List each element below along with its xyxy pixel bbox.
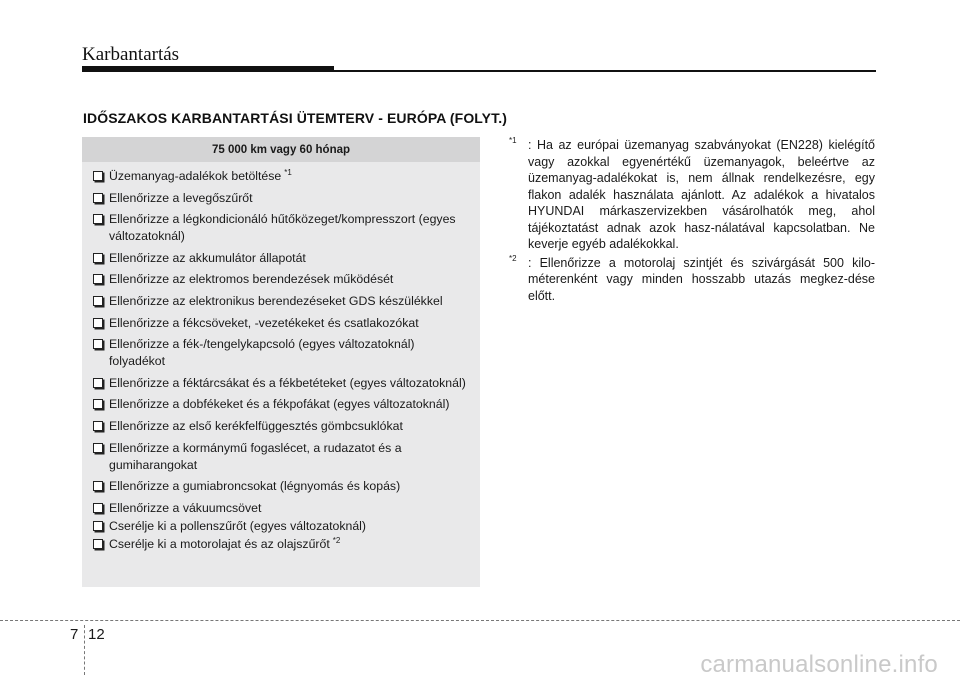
footnote-mark-label: *1 [509, 136, 517, 145]
list-item [93, 315, 473, 332]
footer-vertical-divider [84, 625, 85, 675]
list-item-text: Ellenőrizze a kormánymű fogaslécet, a rudazatot és a gumiharangokat [109, 440, 402, 472]
checkbox-icon [93, 339, 103, 349]
checkbox-icon [93, 296, 103, 306]
list-item [93, 418, 473, 435]
list-item-text: Ellenőrizze a légkondicionáló hűtőközeget/kompresszort (egyes változatoknál) [109, 212, 456, 244]
footnote [509, 137, 875, 253]
checkbox-icon [93, 481, 103, 491]
header-rule-thick [82, 66, 334, 72]
footnote-mark-label: *2 [509, 253, 517, 263]
list-item [93, 478, 473, 495]
footnote-marker: *1 [284, 168, 292, 177]
checkbox-icon [93, 421, 103, 431]
list-item-text: Ellenőrizze a vákuumcsövet [109, 500, 262, 515]
section-title: IDŐSZAKOS KARBANTARTÁSI ÜTEMTERV - EURÓPA (FOLYT.) [83, 110, 507, 126]
checkbox-icon [93, 378, 103, 388]
list-item-text: Ellenőrizze az első kerékfelfüggesztés gömbcsuklókat [109, 418, 403, 433]
list-item-text: Cserélje ki a pollenszűrőt (egyes változatoknál) [109, 518, 366, 533]
table-heading: 75 000 km vagy 60 hónap [82, 137, 480, 162]
footnote-mark [509, 137, 517, 154]
chapter-title: Karbantartás [82, 44, 180, 65]
list-item [93, 336, 473, 370]
footnote-marker: *2 [332, 535, 341, 545]
list-item-text: Ellenőrizze a levegőszűrőt [109, 190, 253, 205]
list-item-text: Ellenőrizze az elektromos berendezések működését [109, 272, 394, 287]
footnote [509, 255, 875, 305]
footnote-mark [509, 255, 517, 272]
footnotes [509, 137, 875, 306]
list-item-text: Ellenőrizze a fék-/tengelykapcsoló (egyes változatoknál) folyadékot [109, 337, 415, 369]
list-item [93, 536, 473, 553]
header-rule-thin [334, 70, 876, 72]
list-item [93, 211, 473, 245]
list-item-text: Ellenőrizze a féktárcsákat és a fékbetéteket (egyes változatoknál) [109, 375, 466, 390]
footnote-text: : Ellenőrizze a motorolaj szintjét és szivárgását 500 kilo-méterenként vagy minden hosszabb utazás megkez-dése előtt. [528, 255, 875, 303]
page-number: 12 [88, 626, 105, 643]
list-item [93, 500, 473, 517]
checkbox-icon [93, 214, 103, 224]
list-item [93, 396, 473, 413]
page-chapter-number: 7 [70, 626, 79, 643]
list-item [93, 190, 473, 207]
list-item-text: Ellenőrizze a fékcsöveket, -vezetékeket és csatlakozókat [109, 315, 419, 330]
watermark-text: carmanualsonline.info [700, 651, 938, 678]
list-item-text: Ellenőrizze a gumiabroncsokat (légnyomás és kopás) [109, 479, 401, 494]
checkbox-icon [93, 443, 103, 453]
checkbox-icon [93, 521, 103, 531]
list-item-text: Ellenőrizze az akkumulátor állapotát [109, 250, 306, 265]
list-item [93, 518, 473, 535]
list-item-text: Ellenőrizze az elektronikus berendezéseket GDS készülékkel [109, 293, 443, 308]
checkbox-icon [93, 253, 103, 263]
list-item [93, 250, 473, 267]
checkbox-icon [93, 171, 103, 181]
maintenance-table [82, 137, 480, 587]
list-item [93, 168, 473, 185]
checkbox-icon [93, 399, 103, 409]
checkbox-icon [93, 318, 103, 328]
footer-divider [0, 620, 960, 621]
checklist [93, 168, 473, 554]
list-item [93, 440, 473, 474]
list-item [93, 271, 473, 288]
checkbox-icon [93, 193, 103, 203]
list-item [93, 293, 473, 310]
list-item-text: Ellenőrizze a dobfékeket és a fékpofákat (egyes változatoknál) [109, 397, 450, 412]
list-item [93, 375, 473, 392]
checkbox-icon [93, 539, 103, 549]
list-item-text: Cserélje ki a motorolajat és az olajszűrőt [109, 536, 330, 551]
checkbox-icon [93, 274, 103, 284]
checkbox-icon [93, 503, 103, 513]
list-item-text: Üzemanyag-adalékok betöltése [109, 169, 282, 183]
footnote-text: : Ha az európai üzemanyag szabványokat (EN228) kielégítő vagy azokkal egyenértékű üzemanyagok, beleértve az üzemanyag-adalékokat is, nem állnak rendelkezésre, egy flakon adalék használata ajánlott. Az adalékok a hivatalos HYUNDAI márkaszervizekben vásárolhatók meg, ahol tájékoztatást adnak azok hasz-nálatával kapcsolatban. Ne keverje egyéb adalékokkal. [528, 138, 875, 251]
